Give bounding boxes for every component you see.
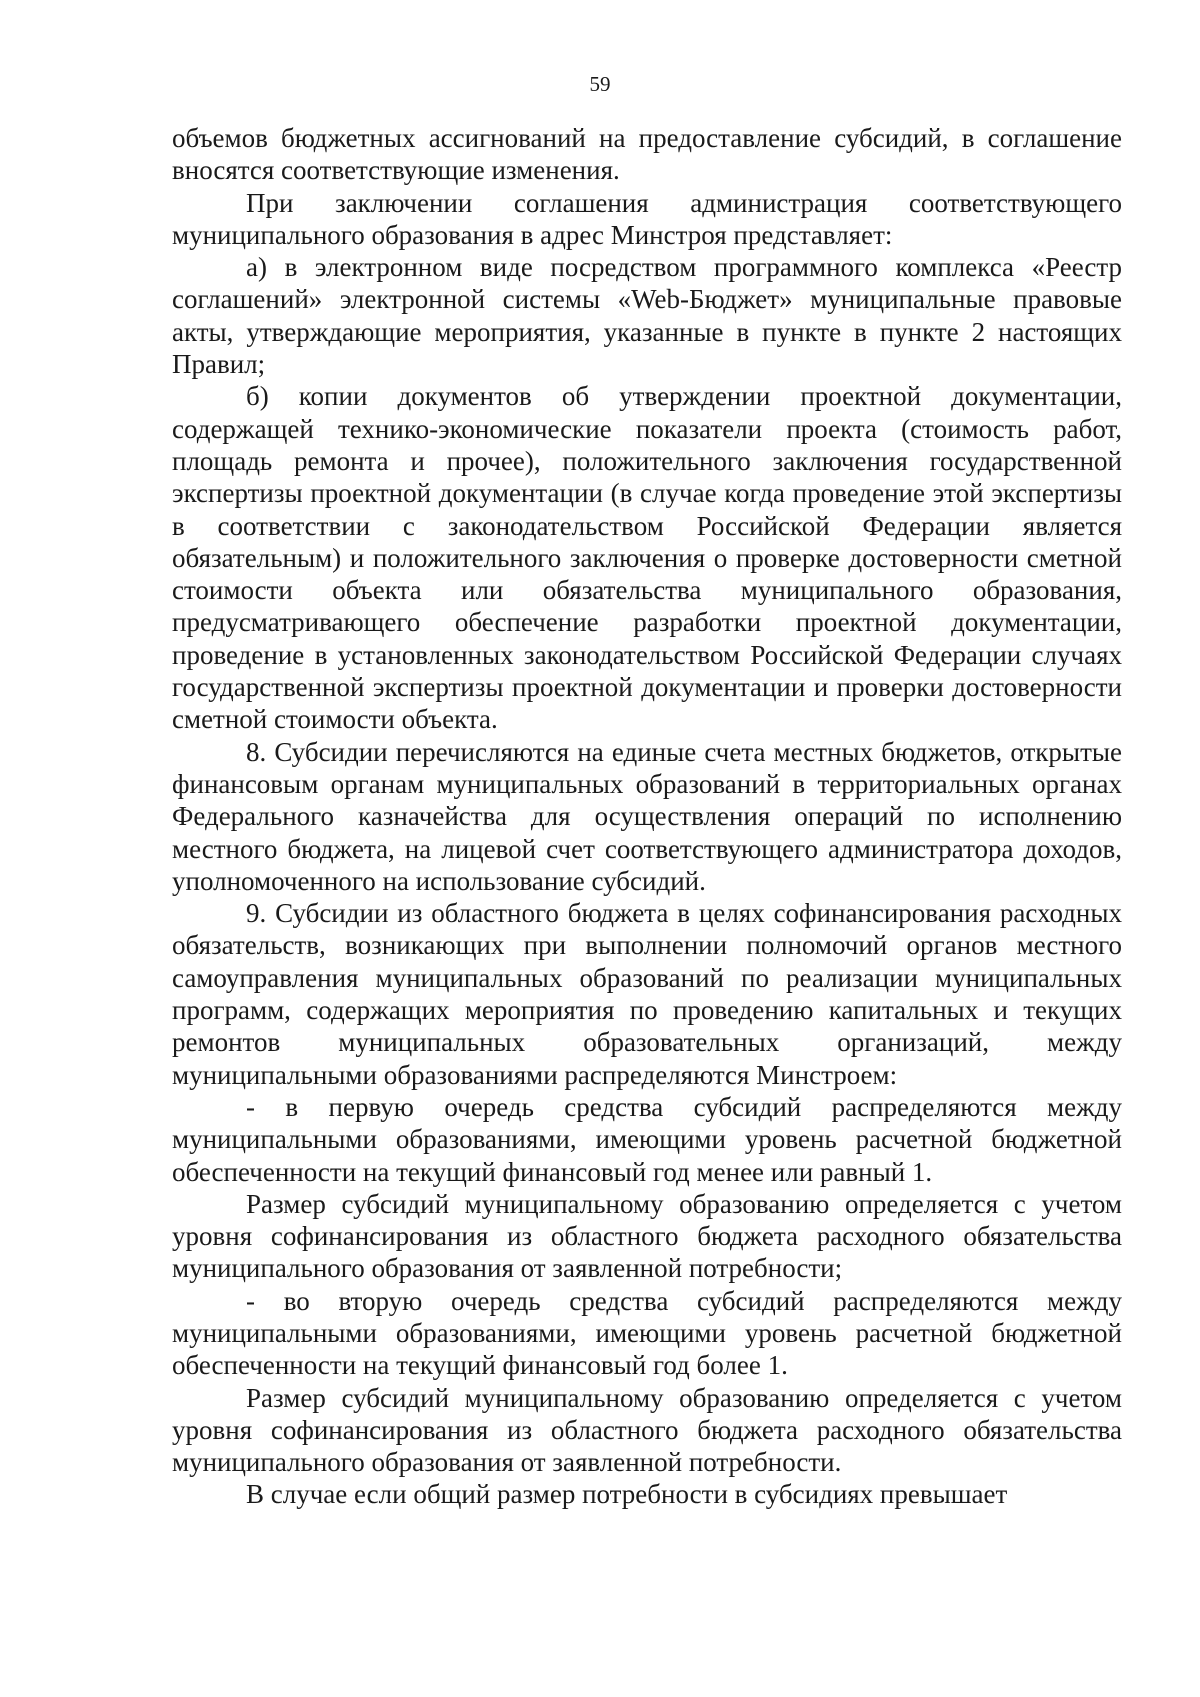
paragraph-second-priority: - во вторую очередь средства субсидий распределяются между муниципальными образованиями, имеющими уровень расчетной бюджетной обеспеченности на текущий финансовый год более 1. bbox=[172, 1285, 1122, 1381]
paragraph-subsidy-size-1: Размер субсидий муниципальному образованию определяется с учетом уровня софинансирования из областного бюджета расходного обязательства муниципального образования от заявленной потребности; bbox=[172, 1188, 1122, 1284]
paragraph-clause-8: 8. Субсидии перечисляются на единые счета местных бюджетов, открытые финансовым органам муниципальных образований в территориальных органах Федерального казначейства для осуществления операций по исполнению местного бюджета, на лицевой счет соответствующего администратора доходов, уполномоченного на использование субсидий. bbox=[172, 736, 1122, 896]
paragraph-continuation: объемов бюджетных ассигнований на предоставление субсидий, в соглашение вносятся соответствующие изменения. bbox=[172, 123, 1122, 186]
paragraph-item-b: б) копии документов об утверждении проектной документации, содержащей технико-экономические показатели проекта (стоимость работ, площадь ремонта и прочее), положительного заключения государственной экспертизы проектной документации (в случае когда проведение этой экспертизы в соответствии с законодательством Российской Федерации является обязательным) и положительного заключения о проверке достоверности сметной стоимости объекта или обязательства муниципального образования, предусматривающего обеспечение разработки проектной документации, проведение в установленных законодательством Российской Федерации случаях государственной экспертизы проектной документации и проверки достоверности сметной стоимости объекта. bbox=[172, 381, 1122, 735]
paragraph-excess-demand: В случае если общий размер потребности в субсидиях превышает bbox=[246, 1479, 1008, 1510]
document-body bbox=[172, 122, 1122, 1511]
paragraph-subsidy-size-2: Размер субсидий муниципальному образованию определяется с учетом уровня софинансирования из областного бюджета расходного обязательства муниципального образования от заявленной потребности. bbox=[172, 1382, 1122, 1478]
paragraph-item-a: а) в электронном виде посредством программного комплекса «Реестр соглашений» электронной системы «Web-Бюджет» муниципальные правовые акты, утверждающие мероприятия, указанные в пункте в пункте 2 настоящих Правил; bbox=[172, 252, 1122, 380]
page-number: 59 bbox=[589, 72, 611, 96]
paragraph-agreement-intro: При заключении соглашения администрация соответствующего муниципального образования в адрес Минстроя представляет: bbox=[172, 187, 1122, 250]
paragraph-first-priority: - в первую очередь средства субсидий распределяются между муниципальными образованиями, имеющими уровень расчетной бюджетной обеспеченности на текущий финансовый год менее или равный 1. bbox=[172, 1091, 1122, 1187]
paragraph-clause-9: 9. Субсидии из областного бюджета в целях софинансирования расходных обязательств, возникающих при выполнении полномочий органов местного самоуправления муниципальных образований по реализации муниципальных программ, содержащих мероприятия по проведению капитальных и текущих ремонтов муниципальных образовательных организаций, между муниципальными образованиями распределяются Минстроем: bbox=[172, 898, 1122, 1090]
